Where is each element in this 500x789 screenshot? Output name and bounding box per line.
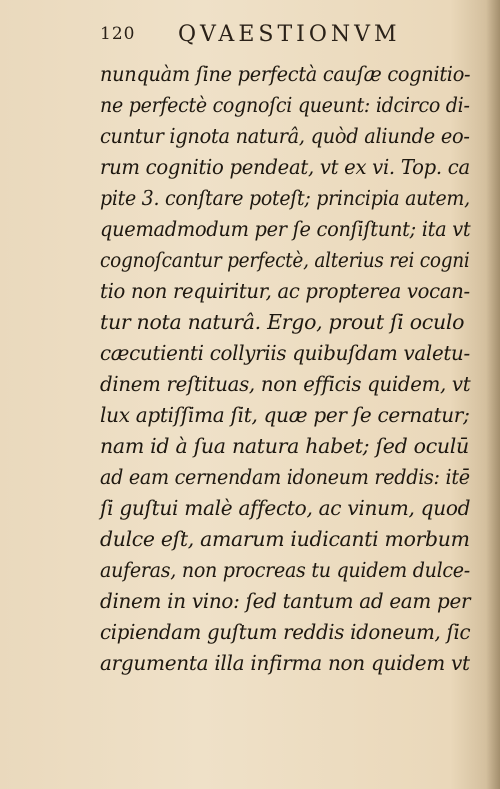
page-gutter-shadow [486, 0, 500, 789]
text-line: ne perfectè cognoſci queunt: idcirco di- [100, 93, 470, 117]
text-line: argumenta illa infirma non quidem vt [100, 651, 470, 675]
text-line: ad eam cernendam idoneum reddis: itē [100, 465, 470, 489]
text-line: tur nota naturâ. Ergo, prout ſi oculo [100, 310, 465, 334]
text-line: lux aptiſſima ſit, quæ per ſe cernatur; [100, 403, 470, 427]
text-line: cognoſcantur perfectè, alterius rei cogni [100, 248, 470, 272]
text-line: cæcutienti collyriis quibuſdam valetu- [100, 341, 470, 365]
text-line: cuntur ignota naturâ, quòd aliunde eo- [100, 124, 470, 148]
text-line: ſi guſtui malè affecto, ac vinum, quod [100, 496, 471, 520]
text-line: dulce eſt, amarum iudicanti morbum [100, 527, 470, 551]
text-line: quemadmodum per ſe conſiſtunt; ita vt [100, 217, 471, 241]
text-line: nunquàm ſine perfectà cauſæ cognitio- [100, 62, 471, 86]
running-head: QVAESTIONVM [178, 22, 401, 47]
text-line: cipiendam guſtum reddis idoneum, ſic [100, 620, 471, 644]
text-line: rum cognitio pendeat, vt ex vi. Top. ca [100, 155, 470, 179]
text-line: nam id à ſua natura habet; ſed oculū [100, 434, 469, 458]
page-header [100, 22, 430, 52]
text-line: dinem reſtituas, non efficis quidem, vt [100, 372, 471, 396]
text-line: dinem in vino: ſed tantum ad eam per [100, 589, 471, 613]
text-line: auferas, non procreas tu quidem dulce- [100, 558, 470, 582]
page-number: 120 [100, 24, 136, 44]
text-line: pite 3. conſtare poteſt; principia autem, [100, 186, 470, 210]
text-line: tio non requiritur, ac propterea vocan- [100, 279, 470, 303]
